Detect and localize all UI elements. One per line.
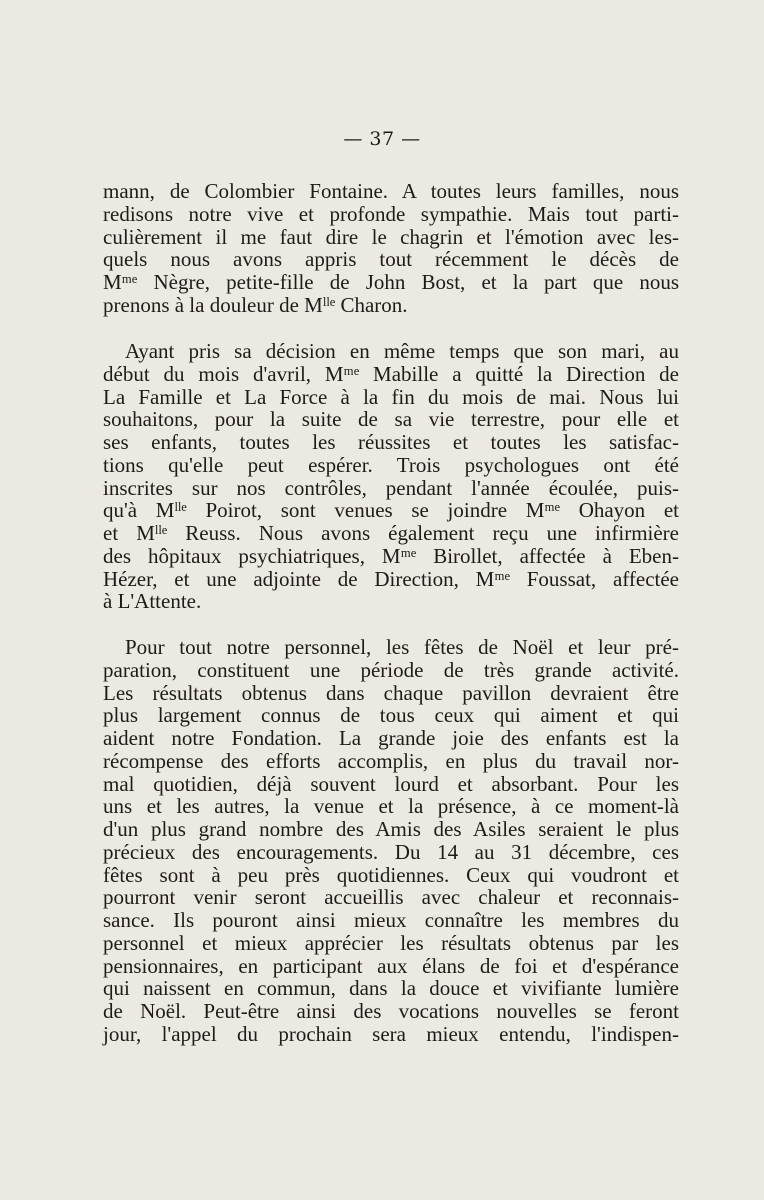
text-line: aident notre Fondation. La grande joie des enfants est la [103,726,679,750]
text-line: culièrement il me faut dire le chagrin et l'émotion avec les- [103,224,679,249]
text-line: inscrites sur nos contrôles, pendant l'année écoulée, puis- [103,475,679,500]
text-line: à L'Attente. [103,589,202,614]
text-line: personnel et mieux apprécier les résultats obtenus par les [103,930,679,955]
paragraph-3 [103,636,679,1046]
text-line: paration, constituent une période de très grande activité. [103,657,679,682]
text-line: des hôpitaux psychiatriques, Mᵐᵉ Birollet, affectée à Eben- [103,543,679,568]
text-line: mal quotidien, déjà souvent lourd et absorbant. Pour les [103,771,679,796]
text-line: Les résultats obtenus dans chaque pavillon devraient être [103,680,679,705]
text-line: plus largement connus de tous ceux qui aiment et qui [103,703,679,728]
text-line: ses enfants, toutes les réussites et toutes les satisfac- [103,430,679,454]
text-line: fêtes sont à peu près quotidiennes. Ceux qui voudront et [103,862,679,887]
text-line: Pour tout notre personnel, les fêtes de Noël et leur pré- [125,635,679,659]
text-line: sance. Ils pouront ainsi mieux connaître les membres du [103,908,679,932]
page-number: — 37 — [343,128,421,150]
text-line: Ayant pris sa décision en même temps que son mari, au [125,339,679,363]
text-line: mann, de Colombier Fontaine. A toutes leurs familles, nous [103,179,679,203]
text-line: récompense des efforts accomplis, en plus du travail nor- [103,748,679,773]
text-line: pourront venir seront accueillis avec chaleur et reconnais- [103,885,679,910]
text-line: prenons à la douleur de Mˡˡᵉ Charon. [103,292,408,317]
text-line: redisons notre vive et profonde sympathie. Mais tout parti- [103,201,679,226]
text-line: qu'à Mˡˡᵉ Poirot, sont venues se joindre Mᵐᵉ Ohayon et [103,498,679,523]
text-line: qui naissent en commun, dans la douce et vivifiante lumière [103,976,679,1001]
text-line: précieux des encouragements. Du 14 au 31 décembre, ces [103,839,679,864]
text-line: d'un plus grand nombre des Amis des Asiles seraient le plus [103,817,679,841]
text-line: Mᵐᵉ Nègre, petite-fille de John Bost, et la part que nous [103,270,679,294]
text-line: et Mˡˡᵉ Reuss. Nous avons également reçu une infirmière [103,521,679,545]
text-line: début du mois d'avril, Mᵐᵉ Mabille a quitté la Direction de [103,361,679,386]
text-line: jour, l'appel du prochain sera mieux entendu, l'indispen- [103,1021,679,1046]
text-line: de Noël. Peut-être ainsi des vocations nouvelles se feront [103,999,679,1023]
text-line: La Famille et La Force à la fin du mois de mai. Nous lui [103,384,679,409]
text-line: pensionnaires, en participant aux élans de foi et d'espérance [103,953,679,978]
paragraph-1 [103,180,679,317]
text-line: Hézer, et une adjointe de Direction, Mᵐᵉ Foussat, affectée [103,566,679,591]
text-line: quels nous avons appris tout récemment le décès de [103,247,679,272]
text-line: uns et les autres, la venue et la présence, à ce moment-là [103,794,679,819]
text-line: tions qu'elle peut espérer. Trois psychologues ont été [103,452,679,477]
paragraph-2 [103,340,679,613]
text-line: souhaitons, pour la suite de sa vie terrestre, pour elle et [103,407,679,432]
